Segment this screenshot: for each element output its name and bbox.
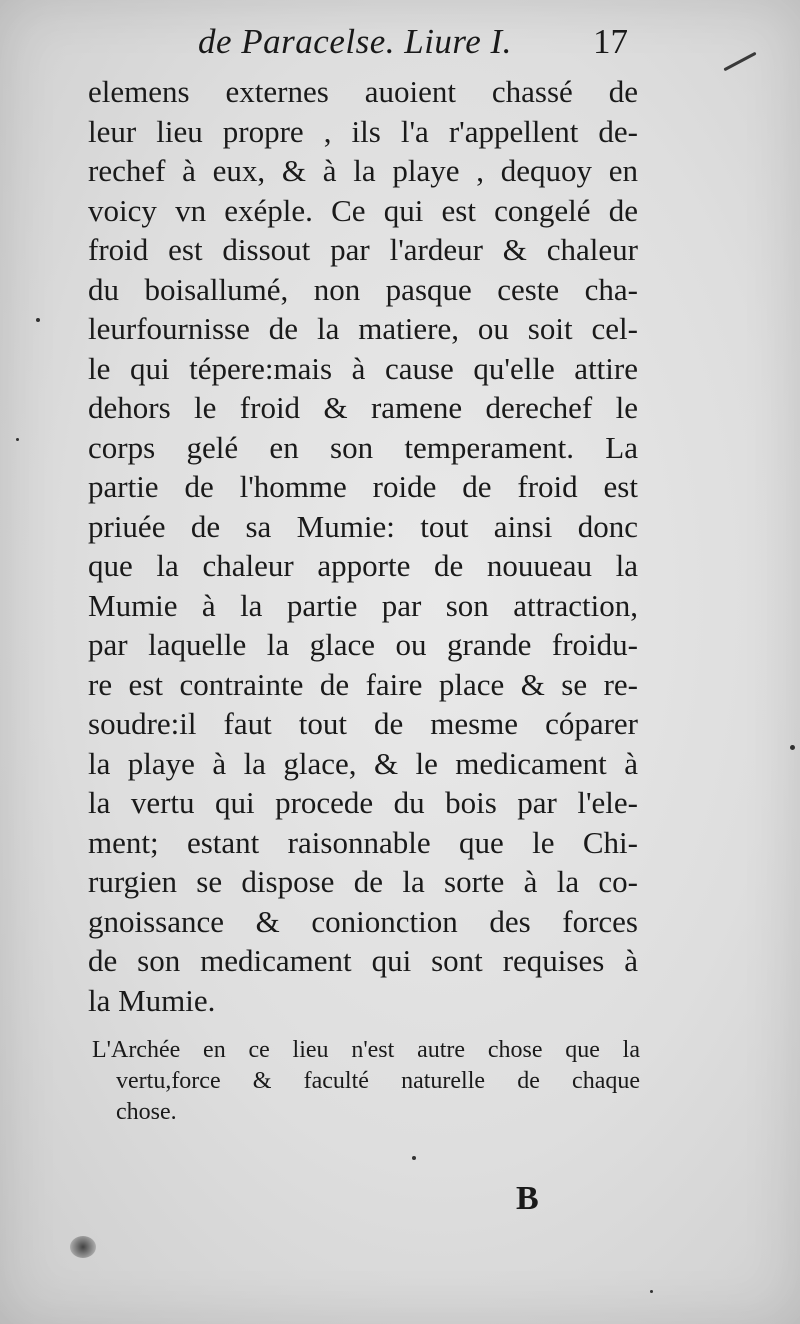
page-header bbox=[198, 22, 628, 72]
text-line: rurgien se dispose de la sorte à la co- bbox=[88, 864, 638, 899]
text-line: la playe à la glace, & le medicament à bbox=[88, 745, 638, 781]
pen-mark bbox=[723, 52, 756, 72]
text-line: que la chaleur apporte de nouueau la bbox=[88, 548, 638, 583]
text-line: voicy vn exéple. Ce qui est congelé de bbox=[88, 192, 638, 228]
text-line: rechef à eux, & à la playe , dequoy en bbox=[88, 153, 638, 188]
text-line: partie de l'homme roide de froid est bbox=[88, 469, 638, 504]
text-line: le qui tépere:mais à cause qu'elle attire bbox=[88, 350, 638, 386]
text-line: de son medicament qui sont requises à bbox=[88, 943, 638, 978]
text-line: froid est dissout par l'ardeur & chaleur bbox=[88, 232, 638, 267]
text-line: du boisallumé, non pasque ceste cha- bbox=[88, 271, 638, 307]
ink-speck bbox=[16, 438, 19, 441]
text-line: la vertu qui procede du bois par l'ele- bbox=[88, 785, 638, 820]
text-line: elemens externes auoient chassé de bbox=[88, 74, 638, 109]
text-line: priuée de sa Mumie: tout ainsi donc bbox=[88, 508, 638, 544]
text-line: dehors le froid & ramene derechef le bbox=[88, 390, 638, 425]
text-line: leurfournisse de la matiere, ou soit cel- bbox=[88, 311, 638, 346]
ink-speck bbox=[412, 1156, 416, 1160]
text-line: soudre:il faut tout de mesme cóparer bbox=[88, 706, 638, 741]
text-line: corps gelé en son temperament. La bbox=[88, 429, 638, 465]
page-number: 17 bbox=[593, 22, 628, 61]
ink-speck bbox=[790, 745, 795, 750]
text-line: leur lieu propre , ils l'a r'appellent de- bbox=[88, 113, 638, 149]
note-line: L'Archée en ce lieu n'est autre chose que la bbox=[92, 1037, 640, 1063]
text-line-last: la Mumie. bbox=[88, 982, 216, 1018]
text-line: gnoissance & conionction des forces bbox=[88, 903, 638, 939]
text-line: Mumie à la partie par son attraction, bbox=[88, 587, 638, 623]
marginal-note bbox=[92, 1035, 640, 1128]
note-line: chose. bbox=[116, 1099, 177, 1125]
note-line: vertu,force & faculté naturelle de chaque bbox=[116, 1068, 640, 1094]
signature-mark: B bbox=[516, 1180, 539, 1217]
main-text bbox=[88, 72, 638, 1020]
ink-blot bbox=[70, 1236, 96, 1258]
text-line: re est contrainte de faire place & se re- bbox=[88, 666, 638, 702]
text-line: ment; estant raisonnable que le Chi- bbox=[88, 824, 638, 860]
ink-speck bbox=[650, 1290, 653, 1293]
running-title: de Paracelse. Liure I. bbox=[198, 22, 512, 61]
ink-speck bbox=[36, 318, 40, 322]
text-line: par laquelle la glace ou grande froidu- bbox=[88, 627, 638, 662]
